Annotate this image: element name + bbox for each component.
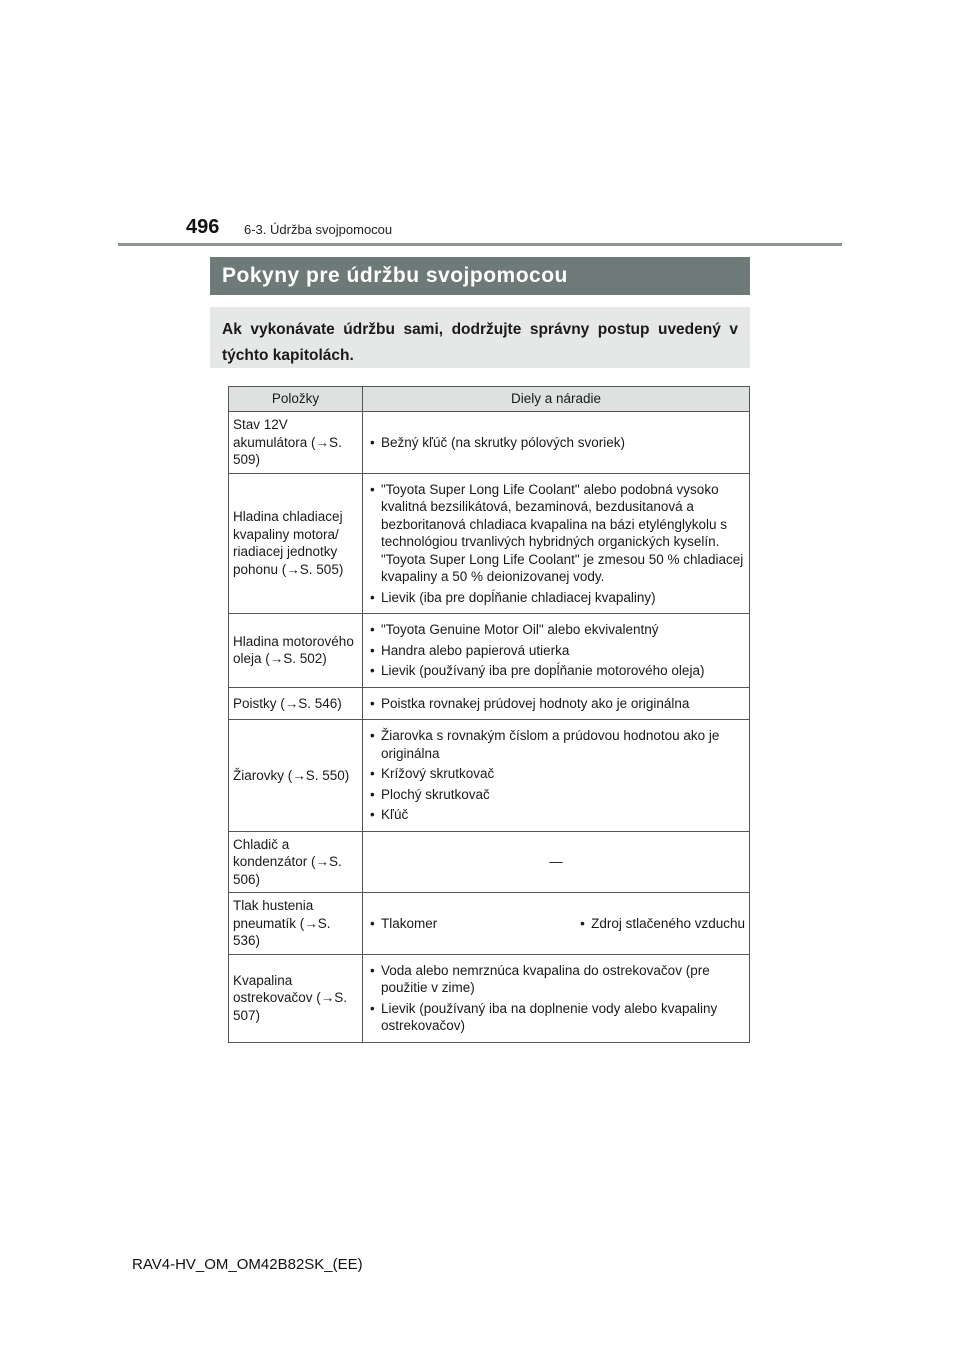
list-item: • "Toyota Genuine Motor Oil" alebo ekvivalentný — [367, 621, 745, 639]
list-item: • Bežný kľúč (na skrutky pólových svoriek) — [367, 434, 745, 452]
item-cell: Hladina chladiacej kvapaliny motora/ riadiacej jednotky pohonu (→S. 505) — [229, 473, 363, 614]
section-title-bar — [210, 257, 750, 295]
table-row — [229, 687, 750, 720]
table-row — [229, 412, 750, 474]
tools-cell — [363, 893, 750, 955]
list-item: • Plochý skrutkovač — [367, 786, 745, 804]
item-cell: Kvapalina ostrekovačov (→S. 507) — [229, 954, 363, 1042]
list-item: • Žiarovka s rovnakým číslom a prúdovou hodnotou ako je originálna — [367, 727, 745, 762]
list-item: • Voda alebo nemrznúca kvapalina do ostrekovačov (pre použitie v zime) — [367, 962, 745, 997]
empty-dash: — — [363, 831, 750, 893]
table-row — [229, 720, 750, 832]
tools-cell — [363, 954, 750, 1042]
list-item: • Lievik (iba pre dopĺňanie chladiacej kvapaliny) — [367, 589, 745, 607]
list-item: • Lievik (používaný iba pre dopĺňanie motorového oleja) — [367, 662, 745, 680]
list-item: • Handra alebo papierová utierka — [367, 642, 745, 660]
item-cell: Chladič a kondenzátor (→S. 506) — [229, 831, 363, 893]
item-cell: Stav 12V akumulátora (→S. 509) — [229, 412, 363, 474]
tools-cell — [363, 614, 750, 688]
document-code-footer: RAV4-HV_OM_OM42B82SK_(EE) — [132, 1256, 363, 1273]
item-cell: Žiarovky (→S. 550) — [229, 720, 363, 832]
table-row — [229, 954, 750, 1042]
list-item: • Poistka rovnakej prúdovej hodnoty ako je originálna — [367, 695, 745, 713]
item-cell: Hladina motorového oleja (→S. 502) — [229, 614, 363, 688]
table-row — [229, 893, 750, 955]
list-item: • Krížový skrutkovač — [367, 765, 745, 783]
list-item: • "Toyota Super Long Life Coolant" alebo podobná vysoko kvalitná bezsilikátová, bezaminová, bezdusitanová a bezboritanová chladiaca kvapalina na bázi etylénglykolu s technológiou trvanlivých hybridných organických kyselín. "Toyota Super Long Life Coolant" je zmesou 50 % chladiacej kvapaliny a 50 % deionizovanej vody. — [367, 481, 745, 586]
intro-text: Ak vykonávate údržbu sami, dodržujte správny postup uvedený v týchto kapitolách. — [222, 321, 738, 364]
section-title: Pokyny pre údržbu svojpomocou — [222, 264, 568, 287]
column-header-parts: Diely a náradie — [363, 387, 750, 412]
list-item: • Lievik (používaný iba na doplnenie vody alebo kvapaliny ostrekovačov) — [367, 1000, 745, 1035]
item-cell: Tlak hustenia pneumatík (→S. 536) — [229, 893, 363, 955]
table-row — [229, 614, 750, 688]
tools-cell — [363, 720, 750, 832]
column-header-items: Položky — [229, 387, 363, 412]
item-cell: Poistky (→S. 546) — [229, 687, 363, 720]
table-row — [229, 831, 750, 893]
tools-cell — [363, 412, 750, 474]
list-item: • Zdroj stlačeného vzduchu — [577, 915, 745, 933]
section-reference: 6-3. Údržba svojpomocou — [244, 222, 393, 237]
header-divider — [118, 243, 842, 246]
tools-cell — [363, 473, 750, 614]
list-item: • Tlakomer — [367, 915, 437, 933]
page-number: 496 — [186, 216, 220, 238]
table-row — [229, 473, 750, 614]
table-header-row — [229, 387, 750, 412]
intro-box — [210, 307, 750, 368]
parts-table — [228, 386, 750, 1043]
list-item: • Kľúč — [367, 806, 745, 824]
tools-cell — [363, 687, 750, 720]
